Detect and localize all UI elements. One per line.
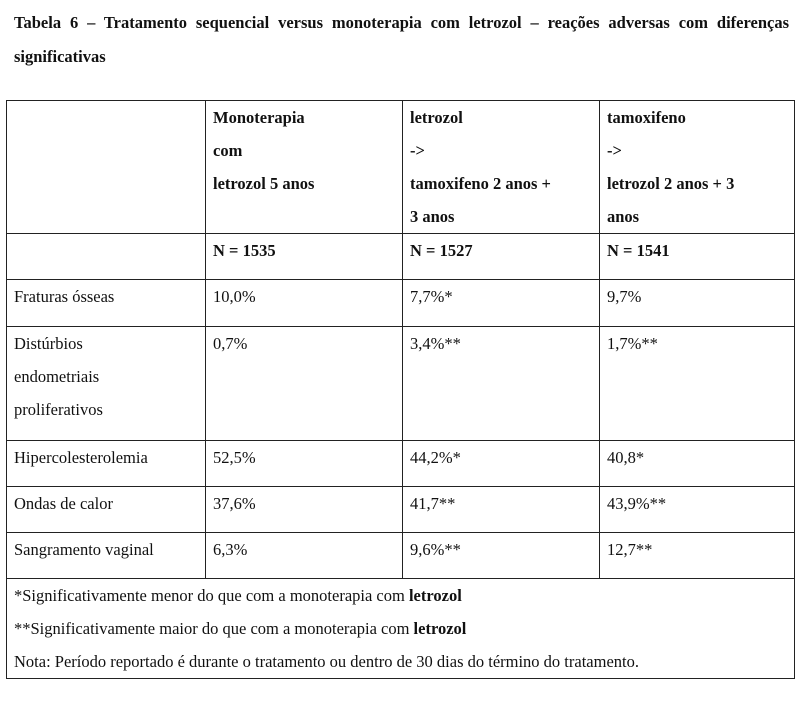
row-label: Sangramento vaginal — [7, 533, 206, 579]
header-text: Monoterapia — [213, 108, 305, 127]
table-row — [7, 441, 795, 487]
table-cell: 0,7% — [206, 327, 403, 441]
footnote-text: *Significativamente menor do que com a monoterapia com — [14, 586, 409, 605]
table-cell: 52,5% — [206, 441, 403, 487]
footnote-less — [14, 579, 788, 612]
footnote-text: **Significativamente maior do que com a monoterapia com — [14, 619, 414, 638]
footnote-bold: letrozol — [408, 586, 462, 605]
header-text: letrozol 2 anos + 3 — [607, 174, 735, 193]
row-label: Ondas de calor — [7, 487, 206, 533]
footnotes-cell — [7, 579, 795, 679]
header-text: tamoxifeno — [607, 108, 686, 127]
table-cell: 1,7%** — [600, 327, 795, 441]
table-cell: 40,8* — [600, 441, 795, 487]
header-text: -> — [607, 141, 622, 160]
header-text: -> — [410, 141, 425, 160]
table-row — [7, 487, 795, 533]
table-cell: 37,6% — [206, 487, 403, 533]
table-cell: 3,4%** — [403, 327, 600, 441]
header-text: letrozol — [410, 108, 463, 127]
footnote-bold: letrozol — [413, 619, 467, 638]
header-cell-tamoxifeno-letrozol — [600, 101, 795, 234]
table-cell: N = 1527 — [403, 234, 600, 280]
table-cell: 10,0% — [206, 280, 403, 327]
adverse-reactions-table — [6, 100, 795, 679]
table-row — [7, 533, 795, 579]
table-row — [7, 280, 795, 327]
table-cell: 43,9%** — [600, 487, 795, 533]
table-cell: 12,7** — [600, 533, 795, 579]
table-cell: 6,3% — [206, 533, 403, 579]
header-text: com — [213, 141, 243, 160]
header-text: anos — [607, 207, 640, 226]
sample-size-row — [7, 234, 795, 280]
row-label-line: Distúrbios — [14, 334, 83, 353]
footnote-more — [14, 612, 788, 645]
row-label — [7, 327, 206, 441]
header-text: tamoxifeno 2 anos + — [410, 174, 551, 193]
header-cell-monotherapy — [206, 101, 403, 234]
table-cell: 9,6%** — [403, 533, 600, 579]
table-cell: N = 1541 — [600, 234, 795, 280]
footnote-note: Nota: Período reportado é durante o tratamento ou dentro de 30 dias do término do tratamento. — [14, 652, 639, 671]
row-label: Fraturas ósseas — [7, 280, 206, 327]
row-label-line: proliferativos — [14, 400, 103, 419]
header-cell-empty — [7, 101, 206, 234]
footnotes-row — [7, 579, 795, 679]
table-cell: 9,7% — [600, 280, 795, 327]
table-cell: N = 1535 — [206, 234, 403, 280]
table-cell: 41,7** — [403, 487, 600, 533]
header-text: 3 anos — [410, 207, 455, 226]
row-label: Hipercolesterolemia — [7, 441, 206, 487]
table-row — [7, 327, 795, 441]
table-header-row — [7, 101, 795, 234]
header-cell-letrozol-tamoxifeno — [403, 101, 600, 234]
table-title: Tabela 6 – Tratamento sequencial versus monoterapia com letrozol – reações adversas com diferenças significativas — [14, 13, 789, 66]
table-cell: 44,2%* — [403, 441, 600, 487]
table-cell: 7,7%* — [403, 280, 600, 327]
table-cell — [7, 234, 206, 280]
header-text: letrozol 5 anos — [213, 174, 315, 193]
row-label-line: endometriais — [14, 367, 100, 386]
